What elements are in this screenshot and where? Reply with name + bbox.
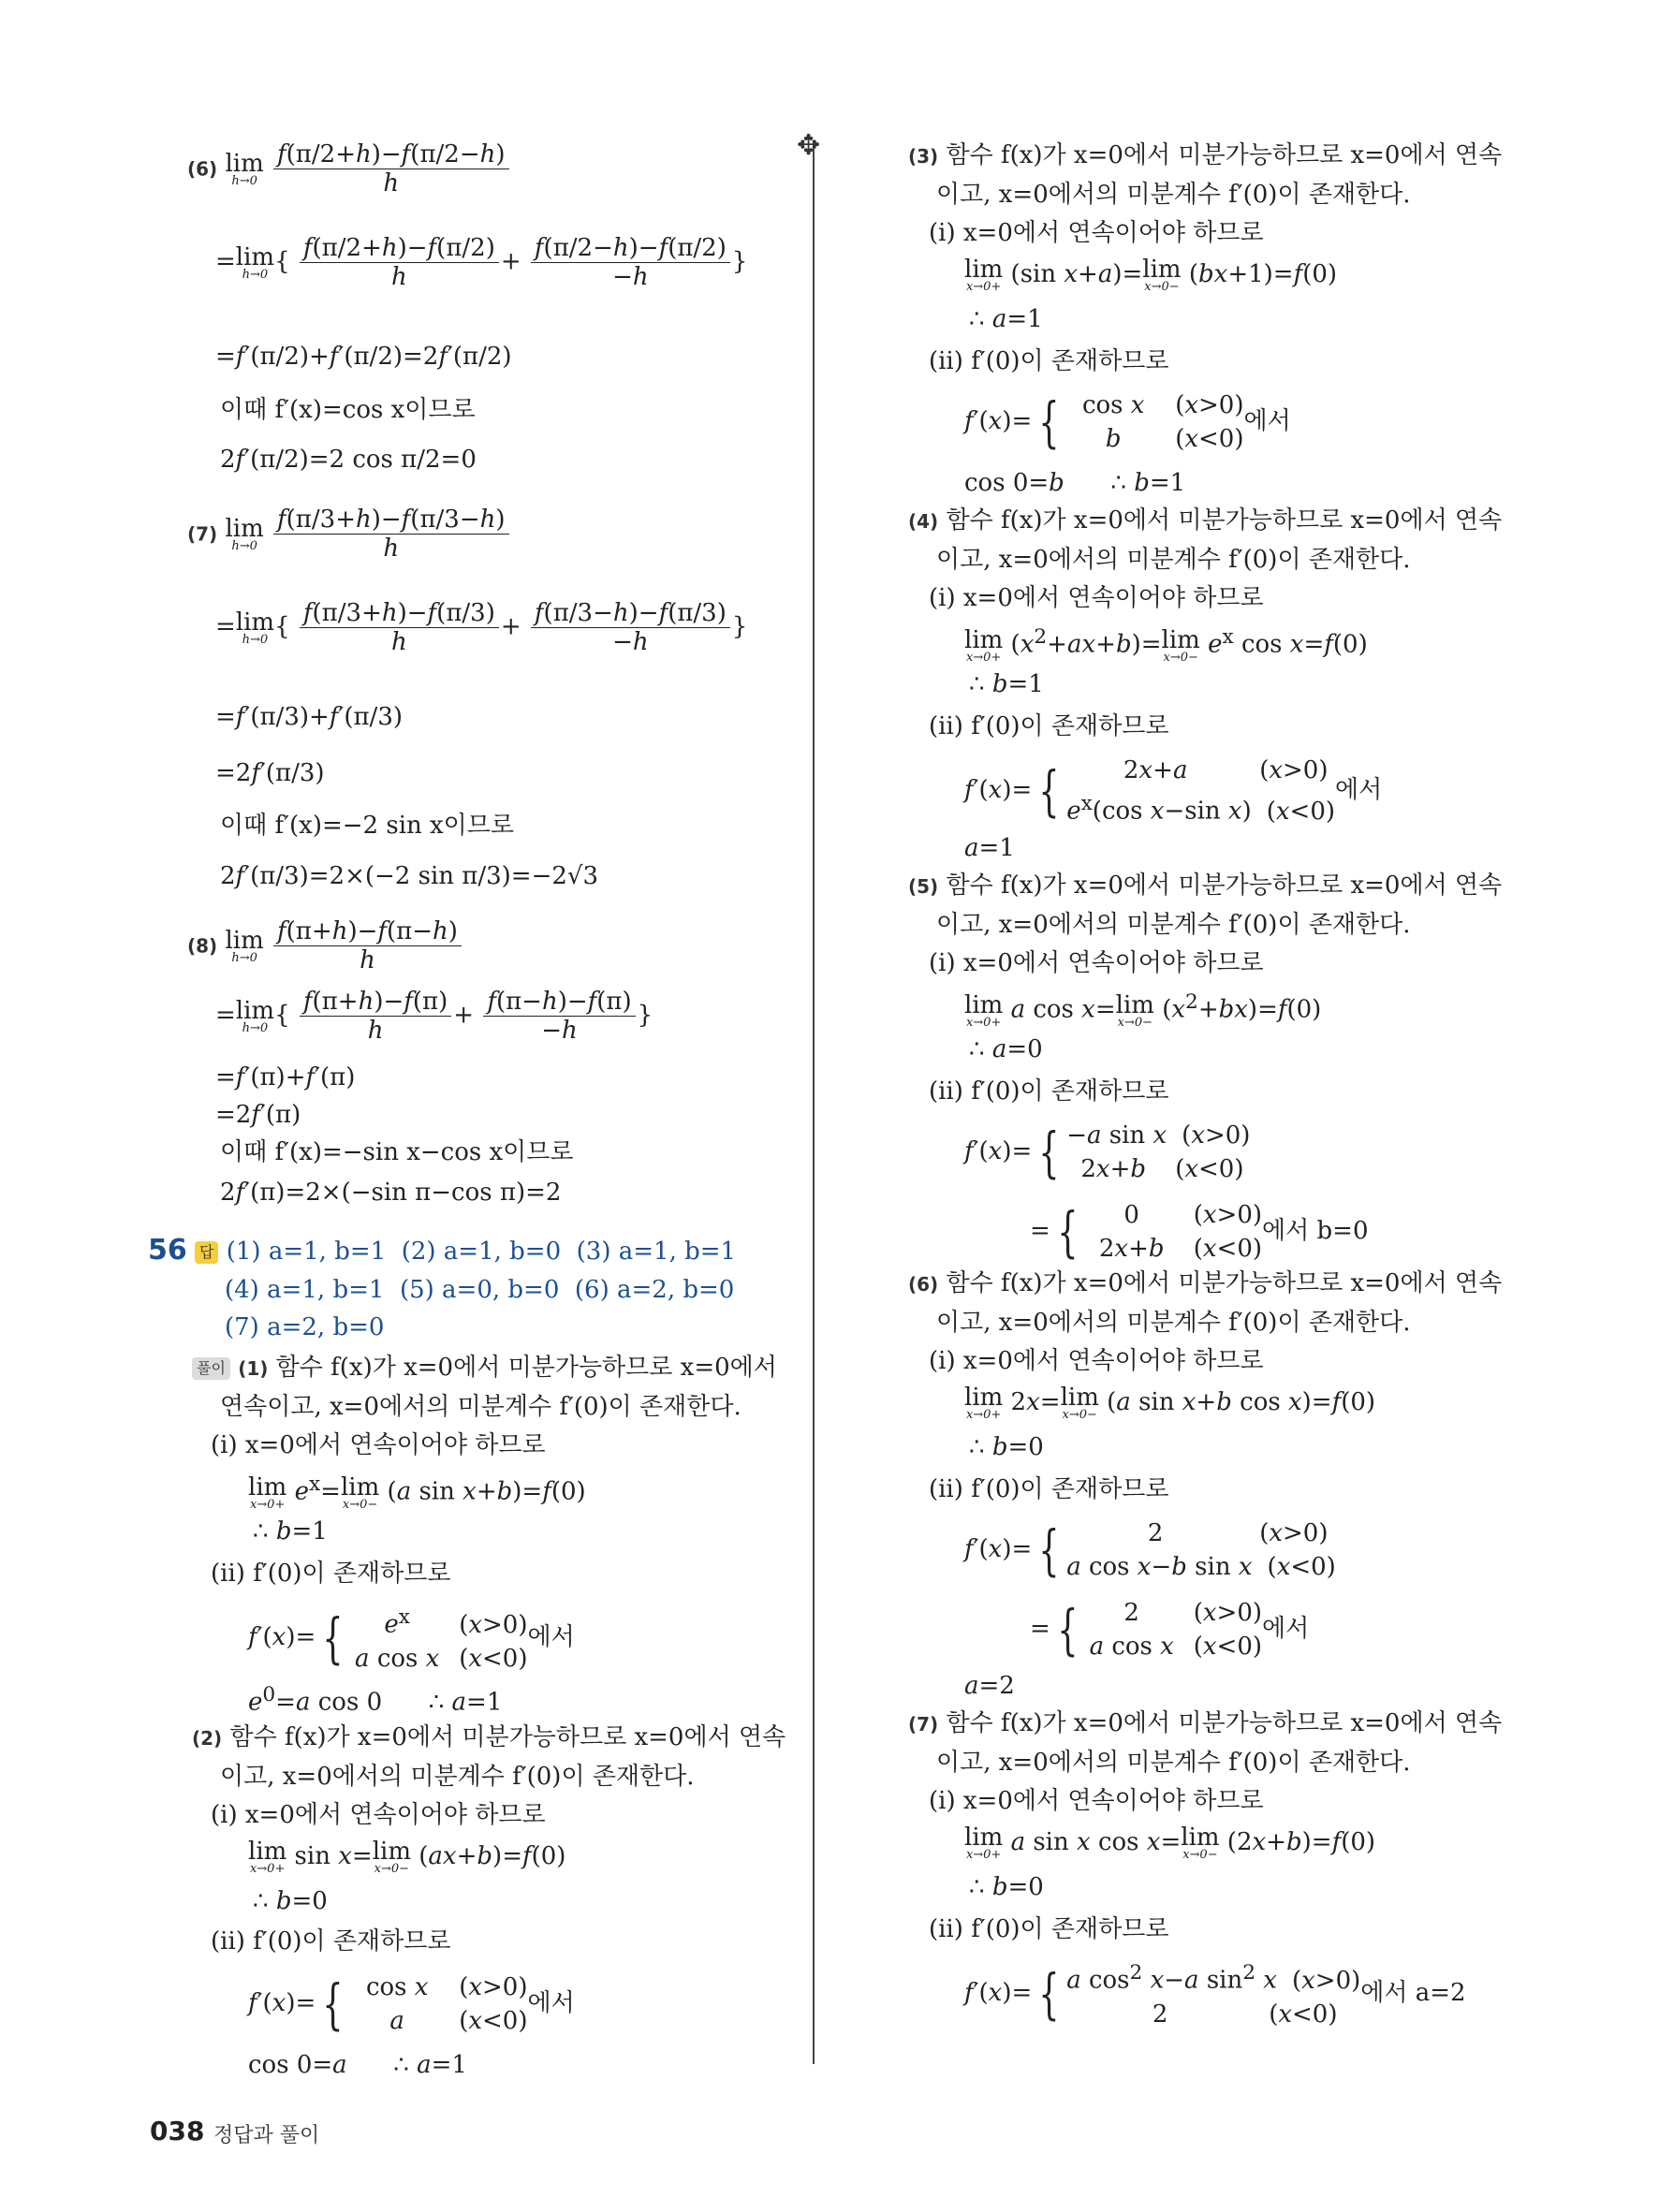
sol-6-b: ∴ b=0 xyxy=(969,1433,1044,1461)
ornament-icon: ✥ xyxy=(797,129,821,162)
sol-5-cont: 이고, x=0에서의 미분계수 f′(0)이 존재한다. xyxy=(936,911,1411,939)
sol-6-step-ii: (ⅱ) f′(0)이 존재하므로 xyxy=(929,1475,1169,1503)
solution-badge: 풀이 xyxy=(192,1357,230,1380)
note-6: 이때 f′(x)=cos x이므로 xyxy=(220,396,476,424)
sol-5-intro: (5) 함수 f(x)가 x=0에서 미분가능하므로 x=0에서 연속 xyxy=(908,872,1503,900)
sol-5-lim: lim x→0+ a cos x=lim x→0− $(x^2+bx)=f(0)$ xyxy=(964,990,1322,1030)
sol-6-cont: 이고, x=0에서의 미분계수 f′(0)이 존재한다. xyxy=(936,1309,1411,1337)
sol-1-cont: 연속이고, x=0에서의 미분계수 f′(0)이 존재한다. xyxy=(220,1393,741,1421)
sol-4-step-i: (ⅰ) x=0에서 연속이어야 하므로 xyxy=(929,584,1264,612)
answer-6: (6) a=2, b=0 xyxy=(574,1276,735,1304)
sol-6-intro: (6) 함수 f(x)가 x=0에서 미분가능하므로 x=0에서 연속 xyxy=(908,1269,1503,1297)
note-7: 이때 f′(x)=−2 sin x이므로 xyxy=(220,812,515,840)
sol-4-intro: (4) 함수 f(x)가 x=0에서 미분가능하므로 x=0에서 연속 xyxy=(908,506,1503,535)
sol-1-step-ii: (ⅱ) f′(0)이 존재하므로 xyxy=(211,1560,451,1588)
sol-7-lim: lim x→0+ a sin x cos x=lim x→0− (2x+b)=f(0) xyxy=(964,1824,1376,1862)
sol-7-intro: (7) 함수 f(x)가 x=0에서 미분가능하므로 x=0에서 연속 xyxy=(908,1709,1503,1737)
sol-3-cases: f′(x)= { cos x (x>0) b (x<0) 에서 xyxy=(964,390,1291,454)
sol-6-lim: lim x→0+ 2x=lim x→0− (a sin x+b cos x)=f(0) xyxy=(964,1384,1376,1422)
sol-4-step-ii: (ⅱ) f′(0)이 존재하므로 xyxy=(929,712,1169,740)
sol-2-b: ∴ b=0 xyxy=(253,1887,328,1915)
answer-2: (2) a=1, b=0 xyxy=(401,1238,562,1266)
sol-6-step-i: (ⅰ) x=0에서 연속이어야 하므로 xyxy=(929,1347,1264,1375)
problem-56-answers xyxy=(148,1236,736,1267)
sol-5-cases: f′(x)= { −a sin x (x>0) 2x+b (x<0) xyxy=(964,1121,1251,1184)
eq-8-result: 2f′(π)=2×(−sin π−cos π)=2 xyxy=(220,1179,562,1207)
answer-7: (7) a=2, b=0 xyxy=(225,1313,385,1341)
answer-3: (3) a=1, b=1 xyxy=(576,1238,737,1266)
sol-5-a: ∴ a=0 xyxy=(969,1035,1043,1063)
problem-number: 56 xyxy=(148,1234,187,1267)
sol-1-a: $e^0=a$ cos 0 ∴ a=1 xyxy=(248,1683,503,1717)
column-divider xyxy=(813,145,815,2064)
eq-8-lim: (8) lim h→0 $\frac{f(\pi+h)-f(\pi-h)}{h}$ xyxy=(187,917,463,974)
sol-3-intro: (3) 함수 f(x)가 x=0에서 미분가능하므로 x=0에서 연속 xyxy=(908,141,1503,169)
eq-7-double: =2f′(π/3) xyxy=(215,759,325,787)
sol-3-lim: lim x→0+ (sin x+a)=lim x→0− (bx+1)=f(0) xyxy=(964,256,1338,294)
sol-7-step-i: (ⅰ) x=0에서 연속이어야 하므로 xyxy=(929,1787,1264,1815)
note-8: 이때 f′(x)=−sin x−cos x이므로 xyxy=(220,1138,574,1166)
sol-4-cases: f′(x)= { 2x+a (x>0) $e^x(\cos$ x−sin x) (x<0) 에서 xyxy=(964,756,1383,826)
eq-7-deriv: =f′(π/3)+f′(π/3) xyxy=(215,703,404,731)
sol-2-cases: f′(x)= { cos x (x>0) a (x<0) 에서 xyxy=(248,1972,575,2036)
eq-6-deriv: =f′(π/2)+f′(π/2)=2f′(π/2) xyxy=(215,343,512,371)
eq-6-split: =lim h→0 { $\frac{f(\pi/2+h)-f(\pi/2)}{h}$ + $\frac{f(\pi/2-h)-f(\pi/2)}{-h}$ } xyxy=(215,234,748,291)
sol-1-lim: lim x→0+ $e^x=\lim$ x→0− (a sin x+b)=f(0) xyxy=(248,1472,586,1512)
eq-8-deriv: =f′(π)+f′(π) xyxy=(215,1063,356,1091)
sol-7-cont: 이고, x=0에서의 미분계수 f′(0)이 존재한다. xyxy=(936,1749,1411,1777)
problem-56-answers-3 xyxy=(225,1312,384,1342)
sol-4-cont: 이고, x=0에서의 미분계수 f′(0)이 존재한다. xyxy=(936,546,1411,574)
sol-1-cases: f′(x)= { $e^x$ (x>0) a cos x (x<0) 에서 xyxy=(248,1605,575,1673)
sol-2-a: cos 0=a ∴ a=1 xyxy=(248,2051,467,2079)
sol-3-step-i: (ⅰ) x=0에서 연속이어야 하므로 xyxy=(929,219,1264,247)
eq-6-lim: (6) lim h→0 $\frac{f(\pi/2+h)-f(\pi/2-h)}{h}$ xyxy=(187,140,511,198)
sol-2-intro: (2) 함수 f(x)가 x=0에서 미분가능하므로 x=0에서 연속 xyxy=(192,1723,786,1751)
sol-3-step-ii: (ⅱ) f′(0)이 존재하므로 xyxy=(929,347,1169,375)
sol-6-a: a=2 xyxy=(964,1672,1015,1700)
sol-4-a: a=1 xyxy=(964,834,1015,862)
sol-7-b: ∴ b=0 xyxy=(969,1873,1044,1901)
sol-7-step-ii: (ⅱ) f′(0)이 존재하므로 xyxy=(929,1915,1169,1943)
sol-4-b: ∴ b=1 xyxy=(969,670,1044,698)
sol-1-step-i: (ⅰ) x=0에서 연속이어야 하므로 xyxy=(211,1431,546,1459)
answer-5: (5) a=0, b=0 xyxy=(399,1276,560,1304)
problem-56-answers-2 xyxy=(225,1275,734,1305)
sol-3-cont: 이고, x=0에서의 미분계수 f′(0)이 존재한다. xyxy=(936,181,1411,209)
sol-2-lim: lim x→0+ sin x=lim x→0− (ax+b)=f(0) xyxy=(248,1838,566,1876)
sol-3-b: cos 0=b ∴ b=1 xyxy=(964,469,1186,497)
footer-title: 정답과 풀이 xyxy=(213,2124,320,2147)
sol-2-step-i: (ⅰ) x=0에서 연속이어야 하므로 xyxy=(211,1801,546,1829)
eq-7-split: =lim h→0 { $\frac{f(\pi/3+h)-f(\pi/3)}{h}$ + $\frac{f(\pi/3-h)-f(\pi/3)}{-h}$ } xyxy=(215,599,748,656)
answer-1: (1) a=1, b=1 xyxy=(226,1238,387,1266)
eq-8-double: =2f′(π) xyxy=(215,1101,301,1129)
sol-1-b: ∴ b=1 xyxy=(253,1517,328,1545)
sol-2-cont: 이고, x=0에서의 미분계수 f′(0)이 존재한다. xyxy=(220,1763,695,1791)
answer-badge: 답 xyxy=(195,1241,218,1264)
sol-5-step-ii: (ⅱ) f′(0)이 존재하므로 xyxy=(929,1077,1169,1106)
sol-6-cases-2: = { 2 (x>0) a cos x (x<0) 에서 xyxy=(1030,1598,1310,1662)
sol-7-cases: f′(x)= { a $\cos^2 x-a$ $\sin^2 x$ (x>0) 2 (x<0) 에서 a=2 xyxy=(964,1961,1466,2029)
sol-5-step-i: (ⅰ) x=0에서 연속이어야 하므로 xyxy=(929,949,1264,977)
sol-6-cases: f′(x)= { 2 (x>0) a cos x−b sin x (x<0) xyxy=(964,1518,1336,1582)
sol-5-cases-2: = { 0 (x>0) 2x+b (x<0) 에서 b=0 xyxy=(1030,1200,1369,1264)
eq-6-result: 2f′(π/2)=2 cos π/2=0 xyxy=(220,446,477,474)
eq-7-result: 2f′(π/3)=2×(−2 sin π/3)=−2√3 xyxy=(220,862,599,890)
eq-8-split: =lim h→0 { $\frac{f(\pi+h)-f(\pi)}{h}$ + $\frac{f(\pi-h)-f(\pi)}{-h}$ } xyxy=(215,988,653,1045)
sol-1-intro: 풀이 (1) 함수 f(x)가 x=0에서 미분가능하므로 x=0에서 xyxy=(192,1353,777,1384)
eq-7-lim: (7) lim h→0 $\frac{f(\pi/3+h)-f(\pi/3-h)}{h}$ xyxy=(187,505,511,563)
page-number: 038 xyxy=(150,2116,205,2146)
sol-3-a: ∴ a=1 xyxy=(969,305,1043,333)
answer-4: (4) a=1, b=1 xyxy=(225,1276,385,1304)
sol-2-step-ii: (ⅱ) f′(0)이 존재하므로 xyxy=(211,1927,451,1956)
sol-4-lim: lim x→0+ $(x^2+ax+b)=\lim$ x→0− $e^x$ cos x=f(0) xyxy=(964,625,1368,665)
